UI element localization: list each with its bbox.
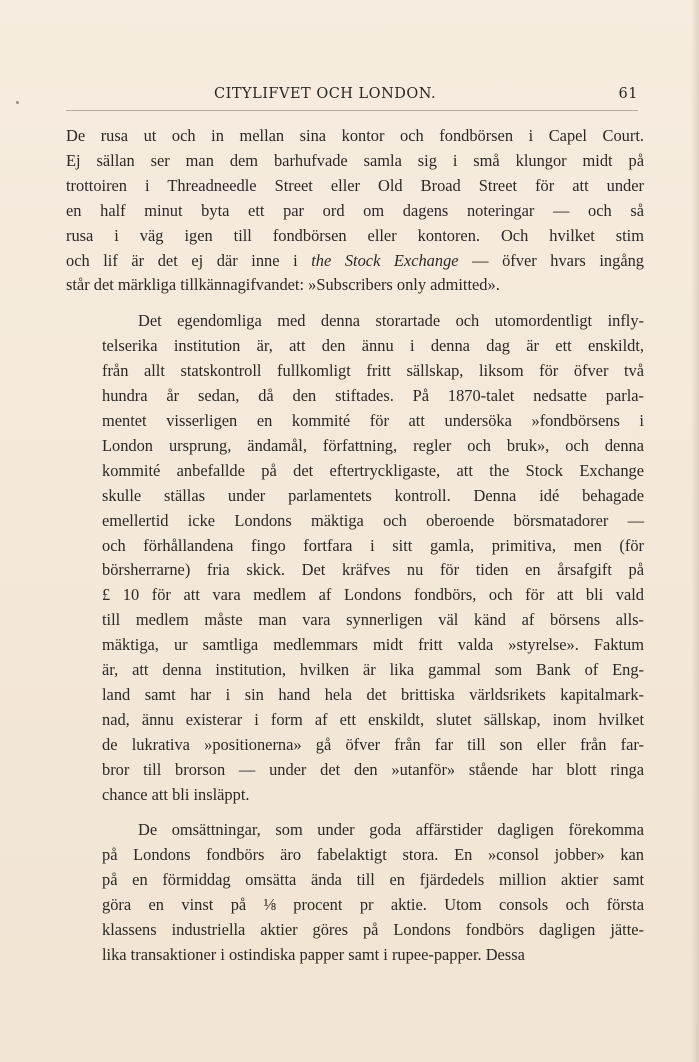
text-line: De rusa ut och in mellan sina kontor och fondbörsen i Capel Court. — [66, 126, 644, 145]
page-number: 61 — [618, 86, 638, 102]
margin-speck — [16, 101, 19, 104]
text-line: klassens industriella aktier göres på Londons fondbörs dagligen jätte- — [102, 920, 644, 940]
text-line: De omsättningar, som under goda affärstider dagligen förekomma — [138, 820, 644, 840]
text-line: nad, ännu existerar i form af ett enskildt, slutet sällskap, inom hvilket — [102, 709, 644, 729]
text-line: Det egendomliga med denna storartade och utomordentligt infly- — [138, 311, 644, 331]
text-line: en half minut byta ett par ord om dagens noteringar — och så — [66, 200, 644, 220]
text-line: mäktiga, ur samtliga medlemmars midt fritt valda »styrelse». Faktum — [102, 635, 644, 655]
text-line: hundra år sedan, då den stiftades. På 1870-talet nedsatte parla- — [102, 386, 644, 406]
text-line: telserika institution är, att den ännu i denna dag är ett enskildt, — [102, 336, 644, 356]
text-line: på Londons fondbörs äro fabelaktigt stora. En »consol jobber» kan — [102, 845, 644, 865]
text-line: skulle ställas under parlamentets kontroll. Denna idé behagade — [102, 485, 644, 505]
text-line: till medlem måste man vara synnerligen väl känd af börsens alls- — [102, 610, 644, 630]
page-edge-shadow — [691, 0, 699, 1062]
text-line: chance att bli insläppt. — [102, 784, 250, 804]
paragraph — [66, 818, 644, 967]
text-line: står det märkliga tillkännagifvandet: »Subscribers only admitted». — [66, 275, 500, 295]
text-line: från allt statskontroll fullkomligt fritt sällskap, liksom för öfver två — [102, 361, 644, 381]
text-line: mentet visserligen en kommité för att undersöka »fondbörsens i — [102, 410, 644, 430]
text-line: bror till brorson — under det den »utanför» stående har blott ringa — [102, 759, 644, 779]
text-line: land samt har i sin hand hela det brittiska världsrikets kapitalmark- — [102, 684, 644, 704]
paragraph — [66, 309, 644, 807]
text-line: de lukrativa »positionerna» gå öfver från far till son eller från far- — [102, 734, 644, 754]
header-rule — [66, 110, 638, 111]
running-title: CITYLIFVET OCH LONDON. — [214, 86, 437, 102]
text-line: och lif är det ej där inne i the Stock Exchange — öfver hvars ingång — [66, 250, 644, 270]
text-line: trottoiren i Threadneedle Street eller Old Broad Street för att under — [66, 175, 644, 195]
text-line: är, att denna institution, hvilken är lika gammal som Bank of Eng- — [102, 660, 644, 680]
text-line: och förhållandena fingo fortfara i sitt gamla, primitiva, men (för — [102, 535, 644, 555]
text-line: göra en vinst på ⅛ procent pr aktie. Utom consols och första — [102, 895, 644, 915]
body-text — [66, 124, 644, 979]
text-line: lika transaktioner i ostindiska papper samt i rupee-papper. Dessa — [102, 945, 525, 964]
paragraph — [66, 124, 644, 298]
text-line: £ 10 för att vara medlem af Londons fondbörs, och för att bli vald — [102, 585, 644, 605]
text-line: börsherrarne) fria skick. Det kräfves nu för tiden en årsafgift på — [102, 560, 644, 580]
text-line: rusa i väg igen till fondbörsen eller kontoren. Och hvilket stim — [66, 225, 644, 245]
text-line: på en förmiddag omsätta ända till en fjärdedels million aktier samt — [102, 870, 644, 890]
text-line: emellertid icke Londons mäktiga och oberoende börsmatadorer — — [102, 510, 644, 530]
text-line: Ej sällan ser man dem barhufvade samla sig i små klungor midt på — [66, 150, 644, 170]
running-header — [66, 84, 638, 106]
text-line: kommité anbefallde på det eftertryckligaste, att the Stock Exchange — [102, 460, 644, 480]
text-line: London ursprung, ändamål, författning, regler och bruk», och denna — [102, 435, 644, 455]
